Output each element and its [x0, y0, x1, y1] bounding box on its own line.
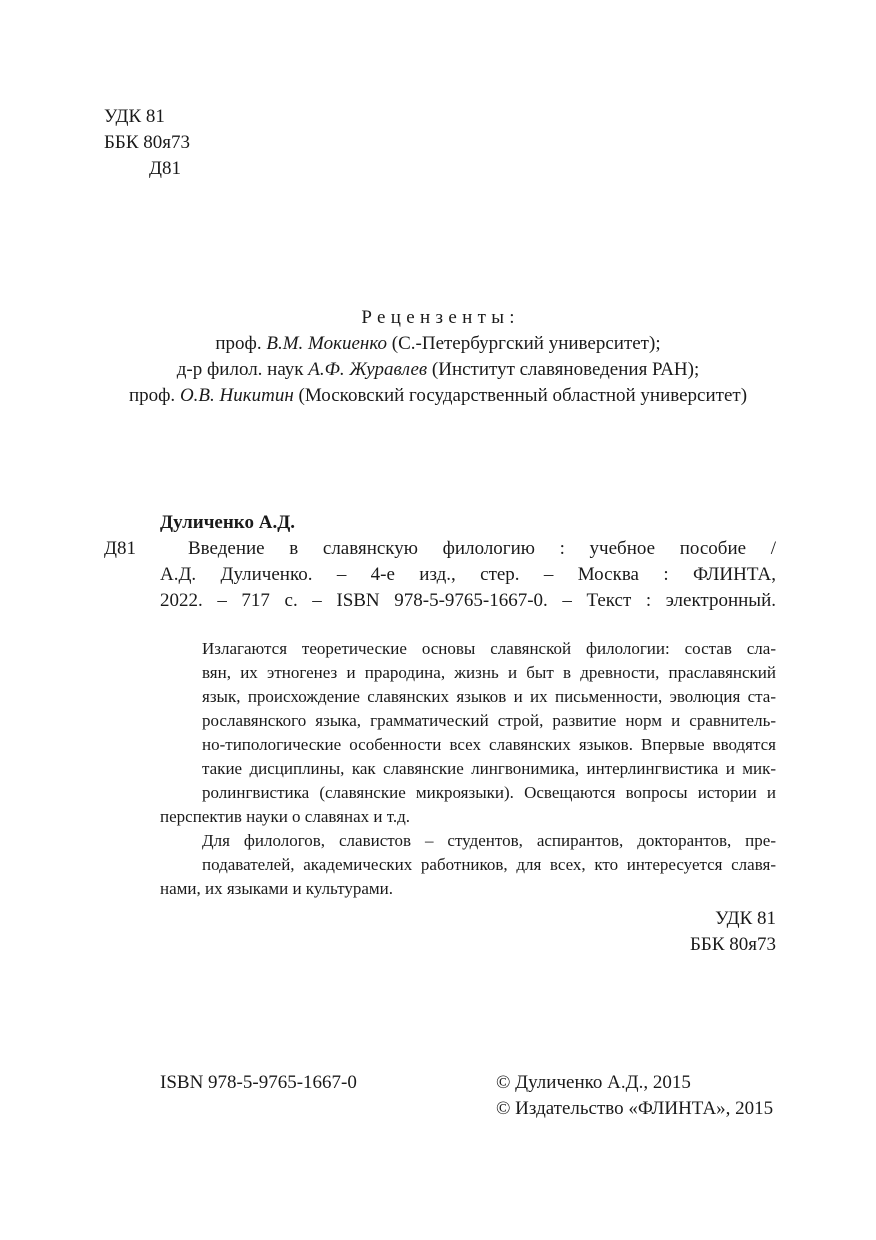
- udc-code: УДК 81: [104, 106, 165, 127]
- annotation: [160, 637, 776, 901]
- annotation-line: язык, происхождение славянских языков и их письменности, эволюция ста-: [202, 687, 776, 706]
- catalog-line: А.Д. Дуличенко. – 4-е изд., стер. – Москва : ФЛИНТА,: [160, 564, 776, 585]
- classification-block-top: [104, 104, 190, 182]
- copyright-author: © Дуличенко А.Д., 2015: [496, 1072, 691, 1093]
- annotation-line: такие дисциплины, как славянские лингвонимика, интерлингвистика и мик-: [202, 759, 776, 778]
- catalog-line: 2022. – 717 с. – ISBN 978-5-9765-1667-0. – Текст : электронный.: [160, 590, 776, 611]
- annotation-line: но-типологические особенности всех славянских языков. Впервые вводятся: [202, 735, 776, 754]
- reviewer-name: В.М. Мокиенко: [266, 333, 388, 354]
- annotation-line: Для филологов, славистов – студентов, аспирантов, докторантов, пре-: [202, 831, 776, 850]
- author-mark: Д81: [149, 158, 181, 179]
- copyright-block: [496, 1070, 773, 1122]
- annotation-line: перспектив науки о славянах и т.д.: [160, 807, 411, 826]
- annotation-line: нами, их языками и культурами.: [160, 879, 394, 898]
- reviewer-line: проф. О.В. Никитин (Московский государственный областной университет): [128, 385, 748, 406]
- catalog-record: [104, 510, 776, 614]
- annotation-line: Излагаются теоретические основы славянской филологии: состав сла-: [202, 639, 776, 658]
- reviewer-line: проф. В.М. Мокиенко (С.-Петербургский университет);: [215, 333, 661, 354]
- copyright-publisher: © Издательство «ФЛИНТА», 2015: [496, 1098, 774, 1119]
- annotation-line: вян, их этногенез и прародина, жизнь и быт в древности, праславянский: [202, 663, 776, 682]
- annotation-line: рославянского языка, грамматический строй, развитие норм и сравнитель-: [202, 711, 776, 730]
- catalog-code: Д81: [104, 538, 136, 559]
- catalog-description: [160, 536, 776, 614]
- annotation-line: ролингвистика (славянские микроязыки). Освещаются вопросы истории и: [202, 783, 776, 802]
- bbk-code: ББК 80я73: [104, 132, 190, 153]
- reviewers-heading: Рецензенты:: [361, 307, 520, 328]
- isbn: ISBN 978-5-9765-1667-0: [160, 1072, 357, 1093]
- classification-block-bottom: [560, 906, 776, 958]
- annotation-line: подавателей, академических работников, для всех, кто интересуется славя-: [202, 855, 776, 874]
- reviewer-line: д-р филол. наук А.Ф. Журавлев (Институт славяноведения РАН);: [176, 359, 700, 380]
- catalog-line: Введение в славянскую филологию : учебное пособие /: [188, 538, 776, 559]
- annotation-paragraph: [160, 829, 776, 901]
- reviewers-block: [100, 305, 776, 409]
- bbk-code: ББК 80я73: [690, 934, 776, 955]
- reviewer-name: А.Ф. Журавлев: [308, 359, 428, 380]
- annotation-paragraph: [160, 637, 776, 829]
- catalog-author: Дуличенко А.Д.: [160, 512, 296, 533]
- udc-code: УДК 81: [715, 908, 776, 929]
- reviewer-name: О.В. Никитин: [179, 385, 294, 406]
- catalog-entry-row: [104, 536, 776, 614]
